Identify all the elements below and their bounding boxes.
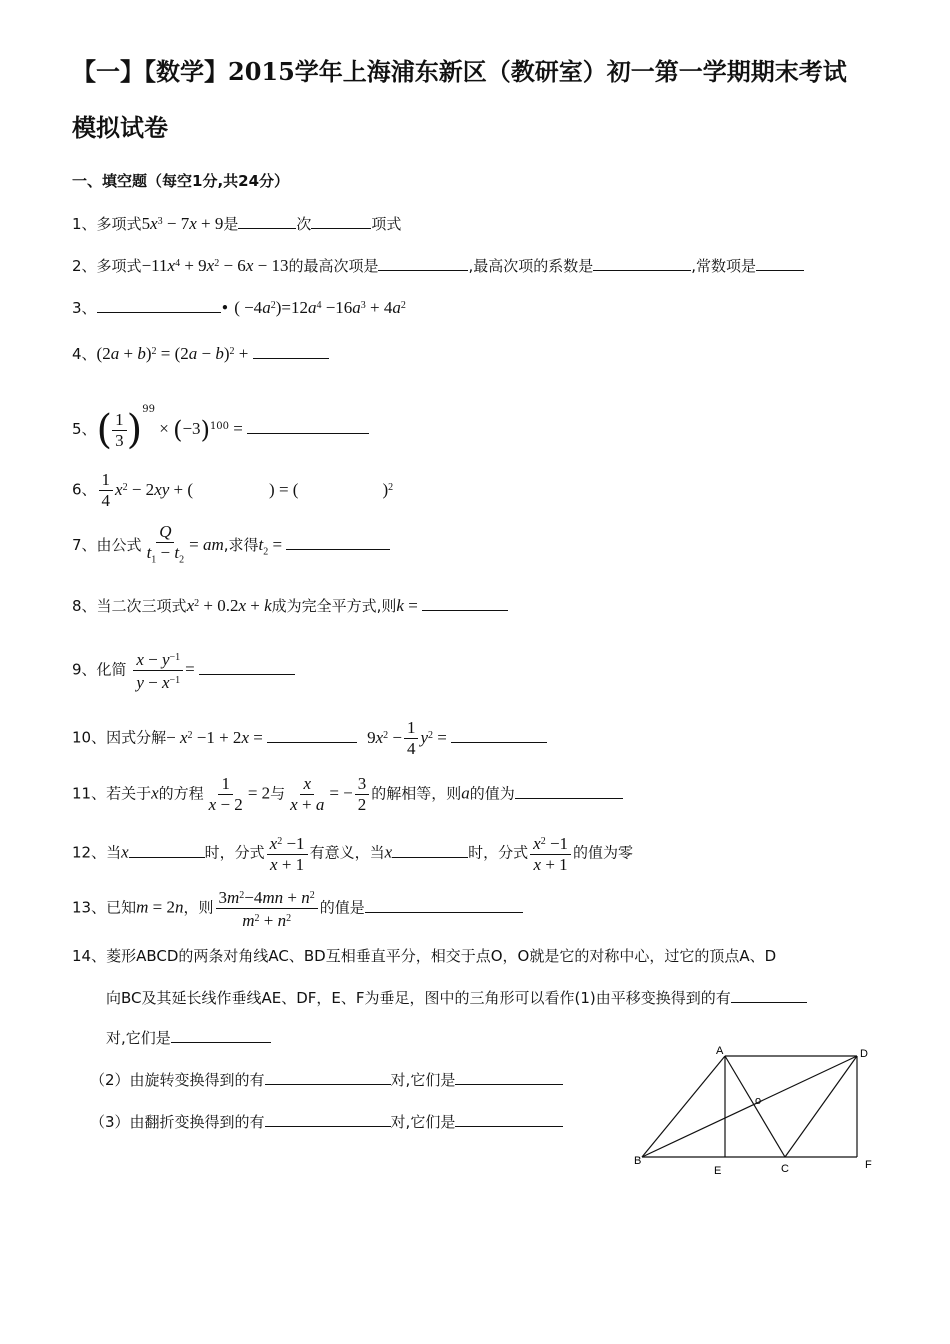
answer-blank[interactable]: [129, 843, 205, 858]
label-e: E: [714, 1165, 722, 1177]
answer-blank[interactable]: [515, 784, 623, 799]
answer-blank[interactable]: [238, 214, 296, 229]
question-3: 3、 • ( $-4a^2)=12a^4 -16a^3 + 4a^2$: [72, 298, 406, 317]
answer-blank[interactable]: [171, 1028, 271, 1043]
page-title-line2: 模拟试卷: [72, 113, 168, 142]
question-1: 1、多项式$5x^3 - 7x + 9$是 次 项式: [72, 214, 402, 233]
answer-blank[interactable]: [267, 728, 357, 743]
answer-blank[interactable]: [455, 1070, 563, 1085]
answer-blank[interactable]: [247, 419, 369, 434]
answer-blank[interactable]: [199, 660, 295, 675]
answer-blank[interactable]: [731, 988, 807, 1003]
answer-blank[interactable]: [422, 596, 508, 611]
answer-blank[interactable]: [253, 344, 329, 359]
label-c: C: [781, 1163, 789, 1175]
question-14-part3: （3）由翻折变换得到的有 对,它们是: [90, 1112, 563, 1132]
question-5: 5、( $\frac{1}{3}$ )$^{99} \times (-3)^{100}$ =: [72, 400, 369, 451]
page-title-line1: 【一】【数学】2015学年上海浦东新区（教研室）初一第一学期期末考试: [72, 57, 847, 86]
question-14: 14、菱形ABCD的两条对角线AC、BD互相垂直平分，相交于点O，O就是它的对称中心，过它的顶点A、D: [72, 947, 777, 965]
question-4: 4、$(2a + b)^2 = (2a - b)^2$ +: [72, 342, 329, 364]
question-12: 12、当x 时，分式 $\frac{x^2 -1}{x + 1}$ 有意义，当x 时，分式 $\frac{x^2 -1}{x + 1}$ 的值为零: [72, 834, 634, 874]
question-11: 11、若关于x的方程 $\frac{1}{x - 2}$ = 2与 $\frac{x}{x + a}$ = − $\frac{3}{2}$ 的解相等，则a的值为: [72, 774, 623, 815]
question-14-part2: （2）由旋转变换得到的有 对,它们是: [90, 1070, 563, 1090]
label-a: A: [716, 1045, 724, 1057]
answer-blank[interactable]: [265, 1070, 391, 1085]
question-14-line3: 对,它们是: [106, 1028, 271, 1048]
label-o: o: [755, 1095, 762, 1107]
answer-blank[interactable]: [265, 1112, 391, 1127]
segment-cd: [785, 1056, 857, 1157]
section-heading: 一、填空题（每空1分,共24分）: [72, 172, 290, 190]
label-f: F: [865, 1159, 872, 1171]
question-2: 2、多项式$-11x^4 + 9x^2 - 6x - 13$的最高次项是 ,最高次项的系数是 ,常数项是: [72, 254, 804, 276]
answer-blank[interactable]: [311, 214, 371, 229]
answer-blank[interactable]: [756, 256, 804, 271]
answer-blank[interactable]: [365, 898, 523, 913]
segment-ab: [642, 1056, 725, 1157]
answer-blank[interactable]: [451, 728, 547, 743]
answer-blank[interactable]: [593, 256, 691, 271]
question-6: 6、 $\frac{1}{4}$ $x^2 - 2xy$ + ( ) = ( )$^2$: [72, 470, 394, 510]
answer-blank[interactable]: [97, 298, 221, 313]
answer-blank[interactable]: [392, 843, 468, 858]
answer-blank[interactable]: [455, 1112, 563, 1127]
question-14-line2: 向BC及其延长线作垂线AE、DF，E、F为垂足，图中的三角形可以看作(1)由平移变换得到的有: [106, 988, 807, 1008]
answer-blank[interactable]: [378, 256, 468, 271]
question-9: 9、化简 $\frac{x - y^{-1}}{y - x^{-1}}$ =: [72, 648, 295, 693]
answer-blank[interactable]: [286, 535, 390, 550]
segment-bd: [642, 1056, 857, 1157]
question-8: 8、当二次三项式$x^2 + 0.2x + k$成为完全平方式,则k =: [72, 594, 508, 616]
question-10: 10、因式分解− $x^2 -1 + 2x = 9x^2$ − $\frac{1}{4}$ $y^2$ =: [72, 718, 547, 759]
rhombus-figure: [630, 1040, 880, 1180]
label-b: B: [634, 1155, 642, 1167]
question-13: 13、已知m = 2n，则 $\frac{3m^2-4mn + n^2}{m^2 + n^2}$ 的值是: [72, 886, 523, 931]
question-7: 7、由公式 $\frac{Q}{t_1 - t_2}$ = am,求得$t_2$ =: [72, 522, 390, 570]
label-d: D: [860, 1048, 868, 1060]
